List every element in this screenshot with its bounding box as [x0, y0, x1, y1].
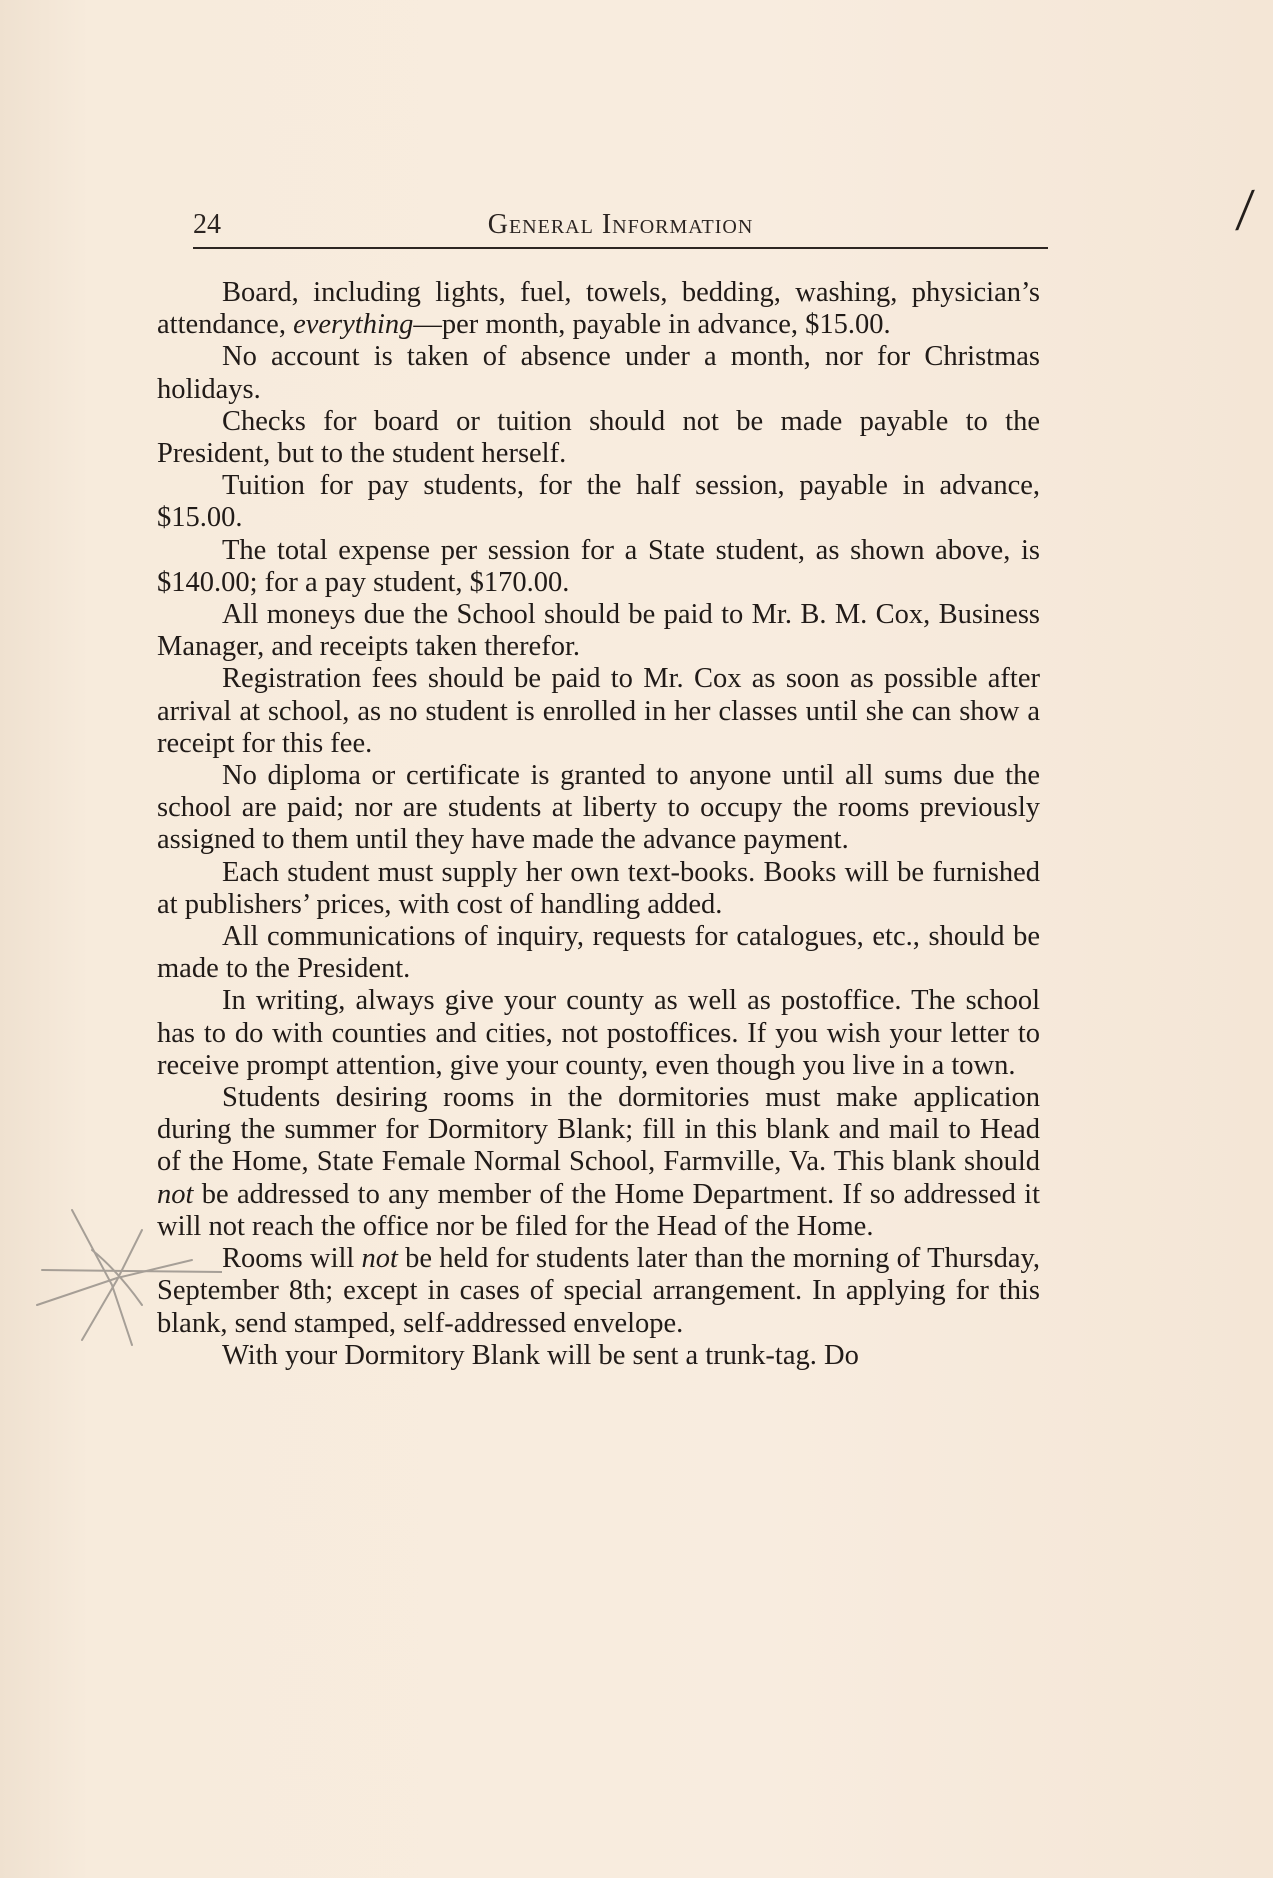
paragraph-trunk-tag: With your Dormitory Blank will be sent a trunk-tag. Do [222, 1339, 859, 1371]
paragraph-writing: In writing, always give your county as well as postoffice. The school has to do with counties and cities, not postoffices. If you wish your letter to receive prompt attention, give your county, even though you live in a town. [157, 985, 1040, 1081]
header-rule [193, 247, 1048, 249]
paragraph-board: Board, including lights, fuel, towels, bedding, washing, physician’s attendance, everything—per month, payable in advance, $15.00. [157, 277, 1040, 341]
paragraph-communications: All communications of inquiry, requests for catalogues, etc., should be made to the President. [157, 921, 1040, 985]
pencil-doodle [22, 1190, 222, 1360]
body-text [157, 277, 1040, 1372]
emphasis-everything: everything [293, 309, 414, 341]
page-number: 24 [193, 209, 221, 240]
paragraph-registration: Registration fees should be paid to Mr. Cox as soon as possible after arrival at school, as no student is enrolled in her classes until she can show a receipt for this fee. [157, 663, 1040, 759]
page-header [193, 205, 1048, 245]
emphasis-not-rooms: not [361, 1243, 398, 1275]
paragraph-diploma: No diploma or certificate is granted to anyone until all sums due the school are paid; nor are students at liberty to occupy the rooms previously assigned to them until they have made the advance payment. [157, 760, 1040, 856]
margin-mark: / [1233, 176, 1255, 243]
paragraph-text-books: Each student must supply her own text-books. Books will be furnished at publishers’ prices, with cost of handling added. [157, 856, 1040, 920]
paragraph-absence: No account is taken of absence under a month, nor for Christmas holidays. [157, 341, 1040, 405]
paragraph-dormitory: Students desiring rooms in the dormitories must make application during the summer for Dormitory Blank; fill in this blank and mail to Head of the Home, State Female Normal School, Farmville, Va. This blank should not be addressed to any member of the Home Department. If so addressed it will not reach the office nor be filed for the Head of the Home. [157, 1082, 1040, 1242]
paragraph-checks: Checks for board or tuition should not be made payable to the President, but to the student herself. [157, 405, 1040, 470]
paragraph-rooms: Rooms will not be held for students later than the morning of Thursday, September 8th; except in cases of special arrangement. In applying for this blank, send stamped, self-addressed envelope. [157, 1243, 1040, 1339]
running-head: General Information [487, 209, 754, 240]
paragraph-total-expense: The total expense per session for a State student, as shown above, is $140.00; for a pay student, $170.00. [157, 534, 1040, 598]
emphasis-not: not [157, 1178, 194, 1210]
paragraph-tuition: Tuition for pay students, for the half session, payable in advance, $15.00. [157, 470, 1040, 534]
paragraph-moneys: All moneys due the School should be paid to Mr. B. M. Cox, Business Manager, and receipts taken therefor. [157, 599, 1040, 663]
